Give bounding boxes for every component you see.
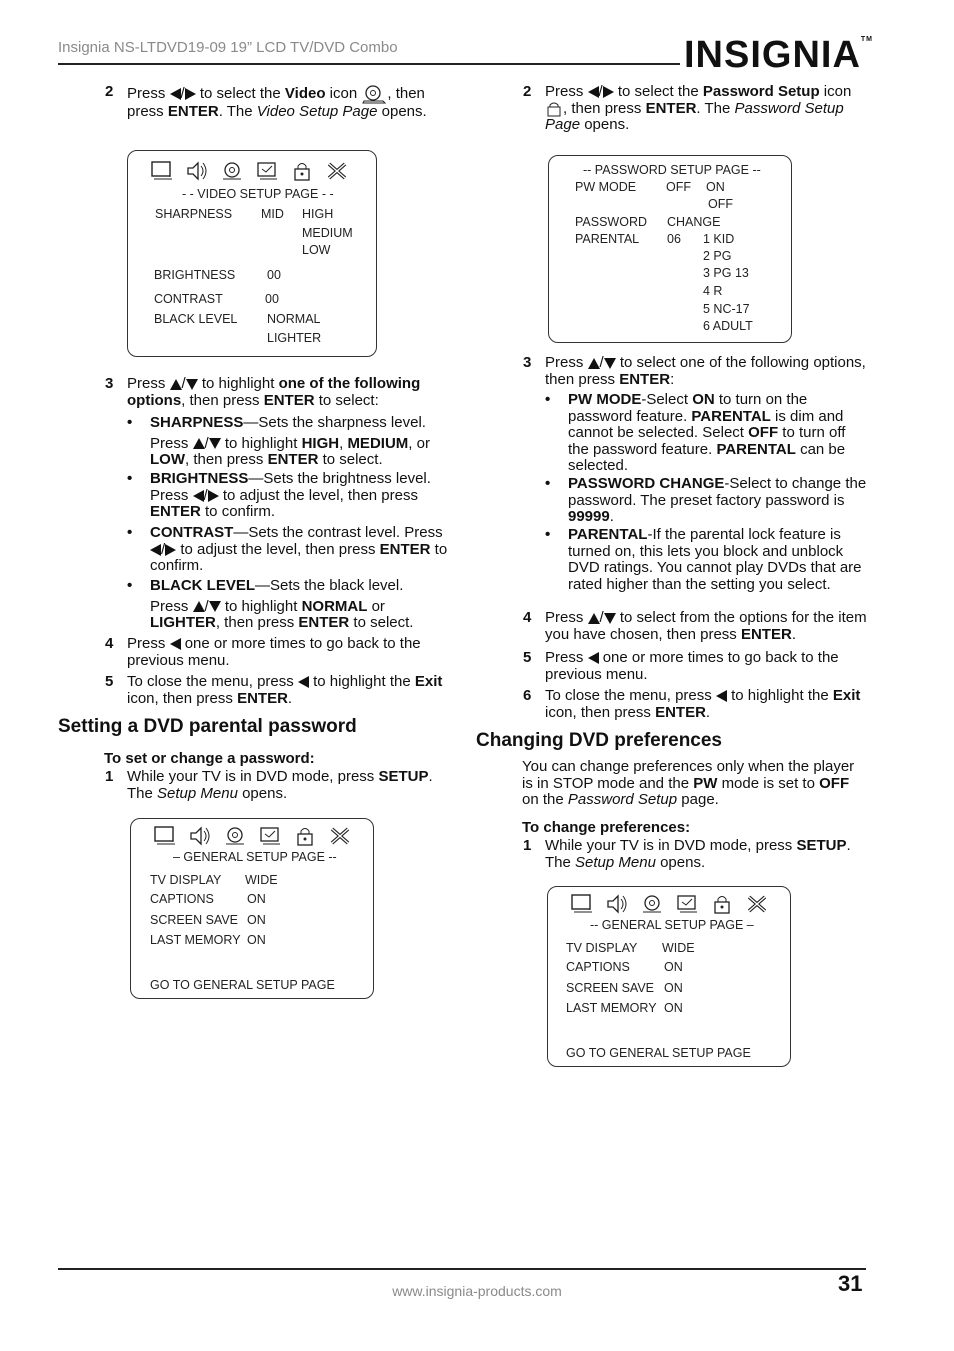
step-text: . The bbox=[545, 837, 851, 871]
bullet-text: —Sets the contrast level. bbox=[233, 524, 401, 541]
password-setup-label: Password Setup bbox=[702, 83, 820, 100]
emphasis: PW bbox=[693, 774, 718, 792]
slash: / bbox=[598, 83, 603, 100]
menu-value: 00 bbox=[267, 268, 281, 282]
step-number: 5 bbox=[523, 649, 532, 666]
video-step-5 bbox=[105, 674, 450, 707]
tv-icon bbox=[570, 893, 594, 915]
exit-label: Exit bbox=[832, 687, 861, 704]
menu-icon-bar bbox=[570, 893, 769, 915]
slash: / bbox=[599, 354, 604, 371]
step-text: While your TV is in DVD mode, press bbox=[545, 837, 793, 854]
para-text: You can change preferences only when the player is in STOP mode and the bbox=[522, 758, 855, 792]
bullet-text: —Sets the brightness level. Press bbox=[150, 470, 431, 504]
step-text: While your TV is in DVD mode, press bbox=[127, 768, 375, 785]
bullet-text: to adjust the level, then press bbox=[180, 540, 376, 558]
step-number: 4 bbox=[105, 635, 114, 652]
header-rule bbox=[58, 63, 680, 65]
step-text: to select: bbox=[318, 391, 379, 409]
bullet-text: -Select bbox=[641, 391, 689, 408]
up-arrow-icon bbox=[588, 613, 600, 624]
logo-text: INSIGNIA bbox=[684, 34, 861, 76]
bullet-text: -Select to change the password. The preset factory password is bbox=[568, 475, 867, 509]
menu-item-captions: CAPTIONS bbox=[566, 960, 630, 974]
step-number: 5 bbox=[105, 673, 114, 690]
step-text: . The bbox=[218, 103, 253, 120]
step-number: 4 bbox=[523, 609, 532, 626]
bullet-text: , bbox=[408, 434, 413, 452]
setup-label: SETUP bbox=[378, 768, 429, 785]
bullet-text: to turn on the password feature. bbox=[568, 391, 808, 425]
bullet-text: is dim and cannot be selected. Select bbox=[568, 407, 844, 441]
video-icon bbox=[361, 84, 387, 104]
step-text: to select from the options for the item you have chosen, then press bbox=[545, 609, 867, 643]
bullet-text: to adjust the level, then press bbox=[222, 486, 418, 504]
step-text: . bbox=[791, 625, 796, 643]
bullet-brightness bbox=[127, 471, 449, 521]
default-password: 99999 bbox=[568, 508, 610, 525]
emphasis: one of the following options bbox=[127, 375, 421, 409]
menu-title: – GENERAL SETUP PAGE -- bbox=[173, 850, 337, 864]
bullet-key: BLACK LEVEL bbox=[150, 577, 255, 594]
menu-title: -- PASSWORD SETUP PAGE -- bbox=[583, 163, 761, 177]
menu-item-black-level: BLACK LEVEL bbox=[154, 312, 238, 326]
down-arrow-icon bbox=[604, 613, 616, 624]
subsection-title-preferences: To change preferences: bbox=[522, 819, 691, 836]
bullet-text: . bbox=[609, 508, 614, 525]
bullet-text: —Sets the sharpness level. bbox=[243, 414, 426, 431]
preference-icon bbox=[675, 893, 699, 915]
video-icon bbox=[640, 893, 664, 915]
menu-value: MID bbox=[261, 207, 284, 221]
step-text: , then press bbox=[563, 99, 642, 117]
menu-value: 06 bbox=[667, 232, 681, 246]
password-step-3 bbox=[523, 355, 868, 388]
section-title-parental: Setting a DVD parental password bbox=[58, 716, 357, 737]
step-text: , then press bbox=[127, 84, 425, 120]
menu-option: LIGHTER bbox=[267, 331, 322, 345]
left-arrow-icon bbox=[716, 690, 727, 702]
video-icon bbox=[223, 825, 247, 847]
down-arrow-icon bbox=[604, 358, 616, 369]
bullet-dot: • bbox=[127, 414, 133, 431]
step-number: 1 bbox=[105, 768, 114, 785]
menu-item-screen-save: SCREEN SAVE bbox=[566, 981, 654, 995]
right-arrow-icon bbox=[165, 544, 176, 556]
preferences-intro bbox=[522, 759, 867, 809]
slash: / bbox=[599, 609, 604, 626]
option: PARENTAL bbox=[691, 407, 771, 425]
page-name: Video Setup Page bbox=[256, 103, 378, 120]
bullet-text: , bbox=[339, 434, 344, 452]
step-text: icon bbox=[329, 84, 358, 102]
bullet-text: Press bbox=[150, 597, 189, 615]
step-text: To close the menu, press bbox=[545, 687, 712, 704]
left-arrow-icon bbox=[298, 676, 309, 688]
option: LOW bbox=[150, 451, 185, 468]
bullet-text: Press bbox=[404, 524, 443, 541]
menu-item-tv-display: TV DISPLAY bbox=[566, 941, 638, 955]
enter-label: ENTER bbox=[263, 391, 315, 409]
video-step-4 bbox=[105, 636, 450, 669]
menu-item-contrast: CONTRAST bbox=[154, 292, 223, 306]
video-label: Video bbox=[284, 84, 326, 102]
lock-icon bbox=[710, 893, 734, 915]
step-text: to highlight bbox=[201, 375, 275, 392]
step-text: To close the menu, press bbox=[127, 673, 294, 690]
slash: / bbox=[181, 375, 186, 392]
audio-icon bbox=[605, 893, 629, 915]
up-arrow-icon bbox=[193, 601, 205, 612]
menu-option: ON bbox=[706, 180, 725, 194]
video-setup-menu bbox=[127, 150, 377, 357]
up-arrow-icon bbox=[193, 438, 205, 449]
enter-label: ENTER bbox=[655, 703, 706, 721]
bullet-contrast bbox=[127, 525, 449, 575]
step-number: 3 bbox=[523, 354, 532, 371]
left-arrow-icon bbox=[588, 652, 599, 664]
step-text: : bbox=[670, 370, 675, 388]
step-text: opens. bbox=[584, 116, 630, 133]
insignia-logo bbox=[684, 34, 873, 77]
password-step-1 bbox=[105, 769, 450, 802]
bullet-pw-mode bbox=[545, 392, 867, 475]
slash: / bbox=[180, 84, 185, 102]
enter-label: ENTER bbox=[267, 451, 319, 468]
menu-value: WIDE bbox=[245, 873, 278, 887]
menu-option: NORMAL bbox=[267, 312, 321, 326]
bullet-key: BRIGHTNESS bbox=[150, 470, 249, 487]
step-number: 2 bbox=[105, 83, 114, 100]
general-setup-menu-left bbox=[130, 818, 374, 999]
right-arrow-icon bbox=[185, 88, 196, 100]
menu-item-pw-mode: PW MODE bbox=[575, 180, 637, 194]
option: HIGH bbox=[301, 434, 340, 452]
para-text: page. bbox=[681, 791, 719, 808]
menu-value: OFF bbox=[666, 180, 691, 194]
step-text: icon, then press bbox=[127, 689, 233, 707]
menu-value: ON bbox=[247, 892, 266, 906]
down-arrow-icon bbox=[209, 601, 221, 612]
step-text: opens. bbox=[381, 103, 427, 120]
step-text: Press bbox=[545, 609, 584, 626]
rating-option: 6 ADULT bbox=[703, 319, 753, 333]
menu-value: ON bbox=[247, 913, 266, 927]
menu-item-last-memory: LAST MEMORY bbox=[566, 1001, 657, 1015]
lock-icon bbox=[290, 160, 314, 182]
menu-value: ON bbox=[247, 933, 266, 947]
menu-item-password: PASSWORD bbox=[575, 215, 647, 229]
menu-option: LOW bbox=[302, 243, 331, 257]
menu-title: - - VIDEO SETUP PAGE - - bbox=[182, 187, 334, 201]
enter-label: ENTER bbox=[740, 625, 792, 643]
up-arrow-icon bbox=[170, 379, 182, 390]
bullet-text: to highlight bbox=[224, 597, 298, 615]
preferences-step-1 bbox=[523, 838, 868, 871]
step-text: opens. bbox=[242, 784, 288, 802]
enter-label: ENTER bbox=[645, 99, 697, 117]
audio-icon bbox=[188, 825, 212, 847]
menu-item-captions: CAPTIONS bbox=[150, 892, 214, 906]
menu-item-sharpness: SHARPNESS bbox=[155, 207, 233, 221]
slash: / bbox=[204, 434, 209, 452]
menu-value: WIDE bbox=[662, 941, 695, 955]
bullet-text: -If the parental lock feature is turned on, this lets you block and unblock DVD ratings. You cannot play DVDs that are rated higher than the setting you select. bbox=[568, 526, 862, 593]
up-arrow-icon bbox=[588, 358, 600, 369]
menu-item-parental: PARENTAL bbox=[575, 232, 640, 246]
menu-value: ON bbox=[664, 981, 683, 995]
enter-label: ENTER bbox=[379, 540, 431, 558]
para-text: mode is set to bbox=[721, 774, 815, 792]
menu-option: HIGH bbox=[302, 207, 334, 221]
bullet-text: , then press bbox=[215, 614, 295, 631]
option: ON bbox=[692, 391, 715, 408]
menu-item-brightness: BRIGHTNESS bbox=[154, 268, 236, 282]
rating-option: 4 R bbox=[703, 284, 723, 298]
step-text: to highlight the bbox=[313, 673, 411, 690]
audio-icon bbox=[185, 160, 209, 182]
menu-name: Setup Menu bbox=[157, 784, 238, 802]
rating-option: 5 NC-17 bbox=[703, 302, 750, 316]
menu-value: CHANGE bbox=[667, 215, 721, 229]
step-text: Press bbox=[545, 83, 584, 100]
bullet-dot: • bbox=[127, 577, 133, 594]
bullet-text: or bbox=[371, 597, 385, 615]
bullet-text: to select. bbox=[353, 614, 414, 631]
menu-item-screen-save: SCREEN SAVE bbox=[150, 913, 238, 927]
password-step-5 bbox=[523, 650, 868, 683]
step-text: Press bbox=[127, 375, 166, 392]
left-arrow-icon bbox=[150, 544, 161, 556]
password-step-2 bbox=[523, 84, 868, 134]
video-icon bbox=[220, 160, 244, 182]
bullet-key: CONTRAST bbox=[150, 524, 234, 541]
page-number: 31 bbox=[838, 1271, 863, 1296]
general-setup-menu-right bbox=[547, 886, 791, 1067]
menu-item-last-memory: LAST MEMORY bbox=[150, 933, 241, 947]
step-text: . bbox=[287, 689, 293, 707]
option: NORMAL bbox=[301, 597, 368, 615]
emphasis: OFF bbox=[819, 774, 850, 792]
bullet-dot: • bbox=[127, 524, 133, 541]
left-arrow-icon bbox=[170, 638, 181, 650]
footer-url: www.insignia-products.com bbox=[392, 1283, 562, 1299]
exit-icon bbox=[328, 825, 352, 847]
bullet-password-change bbox=[545, 476, 867, 526]
exit-label: Exit bbox=[414, 673, 443, 690]
bullet-key: PASSWORD CHANGE bbox=[568, 475, 725, 492]
bullet-text: , then press bbox=[185, 451, 264, 468]
para-text: on the bbox=[522, 791, 564, 808]
menu-option: OFF bbox=[708, 197, 733, 211]
bullet-text: to confirm. bbox=[150, 540, 448, 574]
step-text: opens. bbox=[660, 853, 706, 871]
slash: / bbox=[204, 597, 209, 615]
exit-icon bbox=[325, 160, 349, 182]
tv-icon bbox=[153, 825, 177, 847]
bullet-key: PW MODE bbox=[568, 391, 642, 408]
step-text: Press bbox=[545, 649, 584, 666]
bullet-key: SHARPNESS bbox=[150, 414, 244, 431]
subsection-title-password: To set or change a password: bbox=[104, 750, 315, 767]
left-arrow-icon bbox=[588, 86, 599, 98]
step-text: . The bbox=[127, 768, 433, 802]
step-number: 1 bbox=[523, 837, 532, 854]
bullet-text: to select. bbox=[322, 451, 383, 468]
preference-icon bbox=[255, 160, 279, 182]
lock-icon bbox=[293, 825, 317, 847]
page-name: Password Setup bbox=[567, 791, 678, 808]
enter-label: ENTER bbox=[619, 370, 671, 388]
exit-icon bbox=[745, 893, 769, 915]
rating-option: 1 KID bbox=[703, 232, 735, 246]
password-step-4 bbox=[523, 610, 868, 643]
header-title: Insignia NS-LTDVD19-09 19” LCD TV/DVD Combo bbox=[58, 39, 398, 56]
bullet-text: can be selected. bbox=[568, 440, 846, 474]
password-step-6 bbox=[523, 688, 868, 721]
menu-value: 00 bbox=[265, 292, 279, 306]
bullet-sharpness bbox=[127, 415, 449, 469]
menu-value: ON bbox=[664, 960, 683, 974]
page-name: Password Setup Page bbox=[545, 99, 844, 133]
step-text: , then press bbox=[181, 391, 260, 409]
step-text: to highlight the bbox=[731, 687, 829, 704]
left-arrow-icon bbox=[170, 88, 181, 100]
bullet-text: Press bbox=[150, 434, 189, 452]
bullet-black-level bbox=[127, 578, 449, 632]
menu-title: -- GENERAL SETUP PAGE – bbox=[590, 918, 754, 932]
bullet-text: or bbox=[416, 434, 430, 452]
bullet-key: PARENTAL bbox=[568, 526, 648, 543]
down-arrow-icon bbox=[209, 438, 221, 449]
step-text: icon bbox=[823, 83, 852, 100]
video-step-3 bbox=[105, 376, 455, 409]
down-arrow-icon bbox=[186, 379, 198, 390]
video-step-2 bbox=[105, 84, 445, 121]
step-text: to select one of the following options, then press bbox=[545, 354, 866, 388]
bullet-dot: • bbox=[545, 391, 551, 408]
enter-label: ENTER bbox=[237, 689, 288, 707]
step-text: Press bbox=[127, 84, 166, 102]
left-arrow-icon bbox=[193, 490, 204, 502]
footer-rule bbox=[58, 1268, 866, 1270]
lock-icon bbox=[545, 101, 563, 117]
enter-label: ENTER bbox=[167, 103, 219, 120]
step-text: Press bbox=[545, 354, 584, 371]
slash: / bbox=[161, 540, 166, 558]
step-text: . bbox=[705, 703, 711, 721]
bullet-dot: • bbox=[127, 470, 133, 487]
rating-option: 3 PG 13 bbox=[703, 266, 749, 280]
option: OFF bbox=[748, 424, 779, 441]
bullet-text: to confirm. bbox=[205, 503, 276, 520]
menu-option: MEDIUM bbox=[302, 226, 353, 240]
menu-item-tv-display: TV DISPLAY bbox=[150, 873, 222, 887]
bullet-parental bbox=[545, 527, 867, 593]
step-number: 3 bbox=[105, 375, 114, 392]
step-number: 6 bbox=[523, 687, 532, 704]
bullet-text: to highlight bbox=[224, 434, 298, 452]
slash: / bbox=[203, 486, 208, 504]
menu-icon-bar bbox=[150, 160, 349, 182]
section-title-preferences: Changing DVD preferences bbox=[476, 730, 722, 751]
option: LIGHTER bbox=[150, 614, 216, 631]
menu-name: Setup Menu bbox=[575, 853, 656, 871]
step-text: to select the bbox=[617, 83, 699, 100]
setup-label: SETUP bbox=[796, 837, 847, 854]
enter-label: ENTER bbox=[298, 614, 350, 631]
bullet-dot: • bbox=[545, 475, 551, 492]
option: PARENTAL bbox=[716, 440, 796, 458]
menu-icon-bar bbox=[153, 825, 352, 847]
step-text: one or more times to go back to the previous menu. bbox=[127, 635, 421, 669]
step-text: one or more times to go back to the previous menu. bbox=[545, 649, 839, 683]
preference-icon bbox=[258, 825, 282, 847]
step-text: . The bbox=[696, 99, 731, 117]
logo-tm: TM bbox=[860, 36, 874, 43]
menu-item-goto: GO TO GENERAL SETUP PAGE bbox=[150, 978, 335, 992]
bullet-text: —Sets the black level. bbox=[255, 577, 404, 594]
option: MEDIUM bbox=[347, 434, 409, 452]
enter-label: ENTER bbox=[150, 503, 201, 520]
step-text: to select the bbox=[199, 84, 281, 102]
bullet-dot: • bbox=[545, 526, 551, 543]
tv-icon bbox=[150, 160, 174, 182]
bullet-text: to turn off the password feature. bbox=[568, 424, 846, 458]
menu-item-goto: GO TO GENERAL SETUP PAGE bbox=[566, 1046, 751, 1060]
right-arrow-icon bbox=[208, 490, 219, 502]
step-text: Press bbox=[127, 635, 166, 652]
step-number: 2 bbox=[523, 83, 532, 100]
step-text: icon, then press bbox=[545, 703, 651, 721]
rating-option: 2 PG bbox=[703, 249, 732, 263]
menu-value: ON bbox=[664, 1001, 683, 1015]
password-setup-menu bbox=[548, 155, 792, 343]
right-arrow-icon bbox=[603, 86, 614, 98]
